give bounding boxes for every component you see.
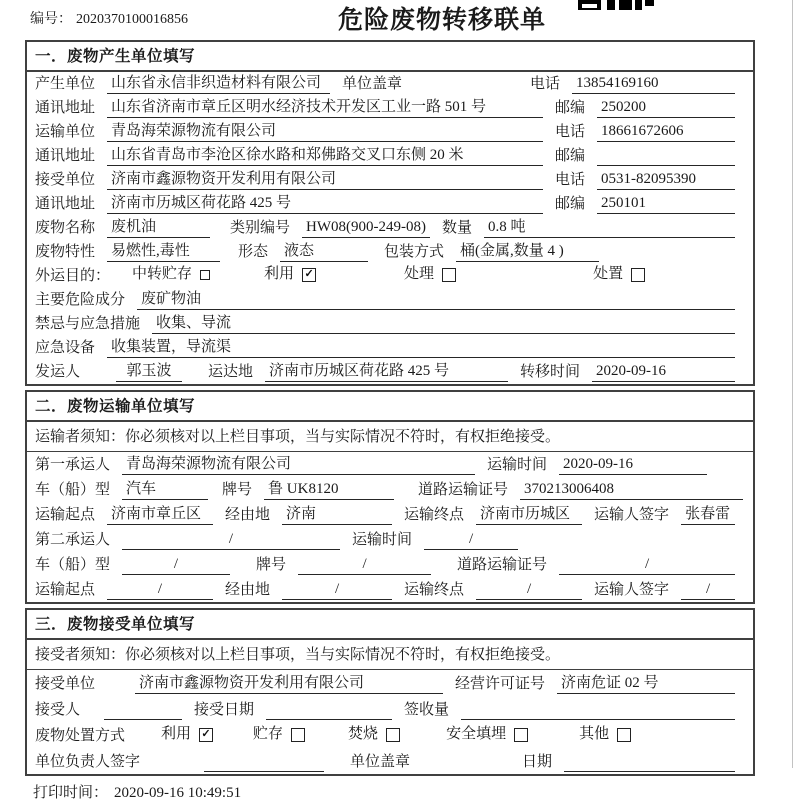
field-label: 运输人签字 bbox=[594, 507, 670, 523]
field-label: 牌号 bbox=[256, 557, 287, 573]
spacer bbox=[406, 499, 418, 500]
field-label: 邮编 bbox=[555, 100, 586, 116]
field-value bbox=[564, 752, 735, 772]
field-label: 通讯地址 bbox=[35, 196, 96, 212]
section-waste-generator bbox=[25, 40, 755, 386]
field-label: 第一承运人 bbox=[35, 457, 111, 473]
form-row bbox=[27, 312, 753, 336]
field-value bbox=[266, 700, 392, 720]
spacer bbox=[530, 745, 579, 746]
field-value: 济南 bbox=[282, 505, 392, 525]
field-value: 鲁 UK8120 bbox=[264, 480, 394, 500]
field-label: 运输时间 bbox=[487, 457, 548, 473]
form-row bbox=[27, 240, 753, 264]
checkbox-field bbox=[446, 725, 528, 744]
form-row bbox=[27, 288, 753, 312]
field-value: 济南市章丘区 bbox=[107, 505, 213, 525]
field-value: 废机油 bbox=[107, 218, 210, 238]
checkbox-field bbox=[579, 725, 631, 744]
checkbox-label: 处置 bbox=[593, 266, 624, 282]
field-value: / bbox=[476, 580, 582, 600]
field-label: 类别编号 bbox=[230, 220, 291, 236]
checkbox-unchecked-icon bbox=[200, 270, 210, 280]
checkbox-label: 贮存 bbox=[253, 726, 284, 742]
print-time-value: 2020-09-16 10:49:51 bbox=[114, 785, 242, 801]
checkbox-label: 其他 bbox=[579, 726, 610, 742]
field-label: 运达地 bbox=[208, 364, 254, 380]
field-value: 山东省济南市章丘区明水经济技术开发区工业一路 501 号 bbox=[107, 98, 543, 118]
field-value: 济南市鑫源物资开发利用有限公司 bbox=[135, 674, 443, 694]
field-value: 济南市历城区 bbox=[476, 505, 582, 525]
form-row bbox=[27, 696, 753, 722]
form-row bbox=[27, 527, 753, 552]
checkbox-field bbox=[593, 265, 645, 284]
field-value: 370213006408 bbox=[520, 480, 743, 500]
section-notice: 运输者须知：你必须核对以上栏目事项，当与实际情况不符时，有权拒绝接受。 bbox=[27, 422, 753, 452]
field-label: 邮编 bbox=[555, 148, 586, 164]
field-label: 第二承运人 bbox=[35, 532, 111, 548]
print-time-label: 打印时间： bbox=[33, 785, 109, 801]
form-row bbox=[27, 552, 753, 577]
field-label: 数量 bbox=[442, 220, 473, 236]
field-label: 经由地 bbox=[225, 507, 271, 523]
checkbox-label: 安全填埋 bbox=[446, 726, 507, 742]
spacer bbox=[443, 574, 457, 575]
field-label: 日期 bbox=[522, 754, 553, 770]
checkbox-label: 利用 bbox=[161, 726, 192, 742]
field-value: / bbox=[122, 555, 230, 575]
checkbox-unchecked-icon bbox=[631, 268, 645, 282]
field-label: 产生单位 bbox=[35, 76, 96, 92]
field-value: / bbox=[282, 580, 392, 600]
form-row bbox=[27, 477, 753, 502]
form-row bbox=[27, 144, 753, 168]
form-row bbox=[27, 168, 753, 192]
field-label: 经营许可证号 bbox=[455, 676, 546, 692]
field-label: 接受单位 bbox=[35, 676, 96, 692]
field-value: 汽车 bbox=[122, 480, 208, 500]
field-label: 运输起点 bbox=[35, 507, 96, 523]
field-label: 接受人 bbox=[35, 702, 81, 718]
field-value: 2020-09-16 bbox=[592, 362, 735, 382]
qr-code-icon bbox=[578, 0, 654, 10]
field-value: 0531-82095390 bbox=[597, 170, 735, 190]
field-label: 运输起点 bbox=[35, 582, 96, 598]
form-row bbox=[27, 360, 753, 384]
field-label: 单位盖章 bbox=[350, 754, 411, 770]
spacer bbox=[152, 771, 204, 772]
field-value: 济南危证 02 号 bbox=[557, 674, 735, 694]
field-label: 车（船）型 bbox=[35, 557, 111, 573]
field-label: 签收量 bbox=[404, 702, 450, 718]
field-value: 山东省永信非织造材料有限公司 bbox=[107, 74, 330, 94]
field-label: 牌号 bbox=[222, 482, 253, 498]
spacer bbox=[414, 93, 530, 94]
spacer bbox=[92, 719, 104, 720]
spacer bbox=[336, 771, 350, 772]
field-label: 通讯地址 bbox=[35, 100, 96, 116]
field-value: 13854169160 bbox=[572, 74, 735, 94]
checkbox-label: 处理 bbox=[404, 266, 435, 282]
field-value: 液态 bbox=[280, 242, 368, 262]
field-label: 单位负责人签字 bbox=[35, 754, 141, 770]
form-row bbox=[27, 192, 753, 216]
field-value: 收集、导流 bbox=[152, 314, 735, 334]
page-edge-divider bbox=[792, 0, 793, 768]
field-label: 运输单位 bbox=[35, 124, 96, 140]
field-label: 接受单位 bbox=[35, 172, 96, 188]
section-waste-transporter bbox=[25, 390, 755, 604]
document-header bbox=[0, 0, 796, 40]
field-value: 郭玉波 bbox=[116, 362, 182, 382]
field-label: 单位盖章 bbox=[342, 76, 403, 92]
field-label: 通讯地址 bbox=[35, 148, 96, 164]
form-row bbox=[27, 96, 753, 120]
form-row bbox=[27, 577, 753, 602]
doc-number bbox=[30, 8, 188, 28]
field-label: 发运人 bbox=[35, 364, 81, 380]
field-value bbox=[597, 146, 735, 166]
field-value: / bbox=[107, 580, 213, 600]
form-row bbox=[27, 670, 753, 696]
field-value bbox=[461, 700, 735, 720]
section-waste-receiver bbox=[25, 608, 755, 776]
field-value: 2020-09-16 bbox=[559, 455, 707, 475]
field-value: 青岛海荣源物流有限公司 bbox=[122, 455, 475, 475]
form-row bbox=[27, 216, 753, 240]
page-title: 危险废物转移联单 bbox=[338, 7, 547, 34]
section-header: 二．废物运输单位填写 bbox=[27, 392, 753, 422]
spacer bbox=[212, 285, 264, 286]
form-row bbox=[27, 502, 753, 527]
field-label: 运输时间 bbox=[352, 532, 413, 548]
section-header: 三．废物接受单位填写 bbox=[27, 610, 753, 640]
spacer bbox=[318, 285, 404, 286]
field-label: 道路运输证号 bbox=[418, 482, 509, 498]
spacer bbox=[92, 381, 116, 382]
spacer bbox=[107, 693, 135, 694]
checkbox-label: 利用 bbox=[264, 266, 295, 282]
field-label: 道路运输证号 bbox=[457, 557, 548, 573]
field-value bbox=[104, 700, 182, 720]
field-value: 0.8 吨 bbox=[484, 218, 735, 238]
checkbox-unchecked-icon bbox=[386, 728, 400, 742]
field-label: 废物处置方式 bbox=[35, 728, 126, 744]
field-value: 张春雷 bbox=[681, 505, 735, 525]
field-label: 运输终点 bbox=[404, 507, 465, 523]
form-row bbox=[27, 264, 753, 288]
field-label: 形态 bbox=[238, 244, 269, 260]
spacer bbox=[422, 771, 522, 772]
spacer bbox=[402, 745, 446, 746]
spacer bbox=[137, 745, 161, 746]
field-value: 废矿物油 bbox=[137, 290, 735, 310]
checkbox-unchecked-icon bbox=[617, 728, 631, 742]
spacer bbox=[122, 285, 132, 286]
spacer bbox=[307, 745, 348, 746]
field-label: 电话 bbox=[555, 124, 586, 140]
field-label: 外运目的： bbox=[35, 268, 111, 284]
field-label: 应急设备 bbox=[35, 340, 96, 356]
form-row bbox=[27, 120, 753, 144]
field-label: 禁忌与应急措施 bbox=[35, 316, 141, 332]
checkbox-field bbox=[161, 725, 213, 744]
field-label: 邮编 bbox=[555, 196, 586, 212]
checkbox-label: 焚烧 bbox=[348, 726, 379, 742]
form-row bbox=[27, 72, 753, 96]
field-label: 废物名称 bbox=[35, 220, 96, 236]
field-label: 接受日期 bbox=[194, 702, 255, 718]
checkbox-checked-icon bbox=[302, 268, 316, 282]
field-label: 车（船）型 bbox=[35, 482, 111, 498]
checkbox-checked-icon bbox=[199, 728, 213, 742]
checkbox-field bbox=[253, 725, 305, 744]
field-label: 主要危险成分 bbox=[35, 292, 126, 308]
field-value: 山东省青岛市李沧区徐水路和郑佛路交叉口东侧 20 米 bbox=[107, 146, 543, 166]
field-label: 运输终点 bbox=[404, 582, 465, 598]
spacer bbox=[458, 285, 593, 286]
field-value: 济南市鑫源物资开发利用有限公司 bbox=[107, 170, 543, 190]
field-value: / bbox=[424, 530, 518, 550]
field-label: 电话 bbox=[529, 76, 560, 92]
doc-number-label: 编号： bbox=[30, 12, 72, 27]
spacer bbox=[194, 381, 208, 382]
field-label: 转移时间 bbox=[520, 364, 581, 380]
field-value: 桶(金属,数量 4 ) bbox=[456, 242, 599, 262]
checkbox-unchecked-icon bbox=[291, 728, 305, 742]
field-label: 废物特性 bbox=[35, 244, 96, 260]
field-label: 经由地 bbox=[225, 582, 271, 598]
field-value: 18661672606 bbox=[597, 122, 735, 142]
checkbox-unchecked-icon bbox=[514, 728, 528, 742]
field-value: 济南市历城区荷花路 425 号 bbox=[265, 362, 508, 382]
field-value: / bbox=[298, 555, 431, 575]
field-value: / bbox=[681, 580, 735, 600]
checkbox-unchecked-icon bbox=[442, 268, 456, 282]
field-value: 收集装置，导流渠 bbox=[107, 338, 735, 358]
checkbox-label: 中转贮存 bbox=[132, 266, 193, 282]
field-label: 包装方式 bbox=[384, 244, 445, 260]
form-row bbox=[27, 722, 753, 748]
checkbox-field bbox=[404, 265, 456, 284]
field-value: HW08(900-249-08) bbox=[302, 218, 430, 238]
checkbox-field bbox=[348, 725, 400, 744]
field-value: 易燃性,毒性 bbox=[107, 242, 220, 262]
checkbox-field bbox=[264, 265, 316, 284]
transfer-form bbox=[25, 40, 755, 776]
field-value: 250200 bbox=[597, 98, 735, 118]
doc-number-value: 2020370100016856 bbox=[76, 12, 188, 27]
field-value: / bbox=[559, 555, 735, 575]
field-value: 250101 bbox=[597, 194, 735, 214]
section-header: 一．废物产生单位填写 bbox=[27, 42, 753, 72]
spacer bbox=[215, 745, 253, 746]
form-row bbox=[27, 748, 753, 774]
field-label: 运输人签字 bbox=[594, 582, 670, 598]
field-value: / bbox=[122, 530, 340, 550]
form-row bbox=[27, 336, 753, 360]
field-label: 电话 bbox=[555, 172, 586, 188]
form-row bbox=[27, 452, 753, 477]
field-value bbox=[204, 752, 324, 772]
spacer bbox=[222, 237, 230, 238]
checkbox-field bbox=[132, 265, 210, 284]
section-notice: 接受者须知：你必须核对以上栏目事项，当与实际情况不符时，有权拒绝接受。 bbox=[27, 640, 753, 670]
field-value: 青岛海荣源物流有限公司 bbox=[107, 122, 543, 142]
print-time bbox=[33, 781, 796, 802]
spacer bbox=[242, 574, 256, 575]
field-value: 济南市历城区荷花路 425 号 bbox=[107, 194, 543, 214]
